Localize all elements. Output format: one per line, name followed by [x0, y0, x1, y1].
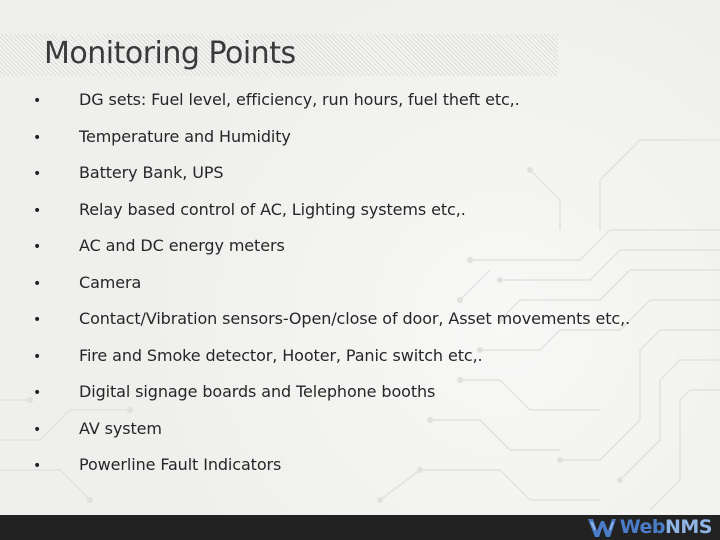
- webnms-logo: [587, 515, 712, 540]
- list-item: [0, 163, 720, 187]
- footer-bar: [0, 515, 720, 540]
- list-item: [0, 273, 720, 297]
- bullet-icon: •: [33, 239, 42, 255]
- logo-text-nms: NMS: [665, 516, 712, 538]
- bullet-icon: •: [33, 422, 42, 438]
- bullet-icon: •: [33, 458, 42, 474]
- slide-title: Monitoring Points: [44, 36, 296, 71]
- list-item-text: AC and DC energy meters: [79, 236, 285, 255]
- bullet-icon: •: [33, 385, 42, 401]
- list-item-text: Camera: [79, 273, 142, 292]
- list-item: [0, 455, 720, 479]
- list-item: [0, 200, 720, 224]
- list-item: [0, 236, 720, 260]
- list-item-text: Powerline Fault Indicators: [79, 455, 282, 474]
- bullet-icon: •: [33, 93, 42, 109]
- bullet-icon: •: [33, 166, 42, 182]
- list-item: [0, 346, 720, 370]
- list-item-text: Relay based control of AC, Lighting systems etc,.: [79, 200, 466, 219]
- bullet-icon: •: [33, 276, 42, 292]
- list-item-text: Fire and Smoke detector, Hooter, Panic switch etc,.: [79, 346, 483, 365]
- list-item-text: Digital signage boards and Telephone booths: [79, 382, 436, 401]
- list-item: [0, 419, 720, 443]
- bullet-icon: •: [33, 203, 42, 219]
- logo-text-web: Web: [619, 516, 665, 538]
- list-item-text: Temperature and Humidity: [79, 127, 291, 146]
- list-item-text: Contact/Vibration sensors-Open/close of door, Asset movements etc,.: [79, 309, 631, 328]
- list-item: [0, 127, 720, 151]
- bullet-icon: •: [33, 349, 42, 365]
- logo-wordmark: [620, 515, 712, 540]
- list-item: [0, 382, 720, 406]
- list-item: [0, 309, 720, 333]
- list-item-text: DG sets: Fuel level, efficiency, run hours, fuel theft etc,.: [79, 90, 520, 109]
- list-item: [0, 90, 720, 114]
- bullet-icon: •: [33, 312, 42, 328]
- list-item-text: Battery Bank, UPS: [79, 163, 224, 182]
- bullet-icon: •: [33, 130, 42, 146]
- list-item-text: AV system: [79, 419, 162, 438]
- webnms-logo-icon: [587, 517, 617, 539]
